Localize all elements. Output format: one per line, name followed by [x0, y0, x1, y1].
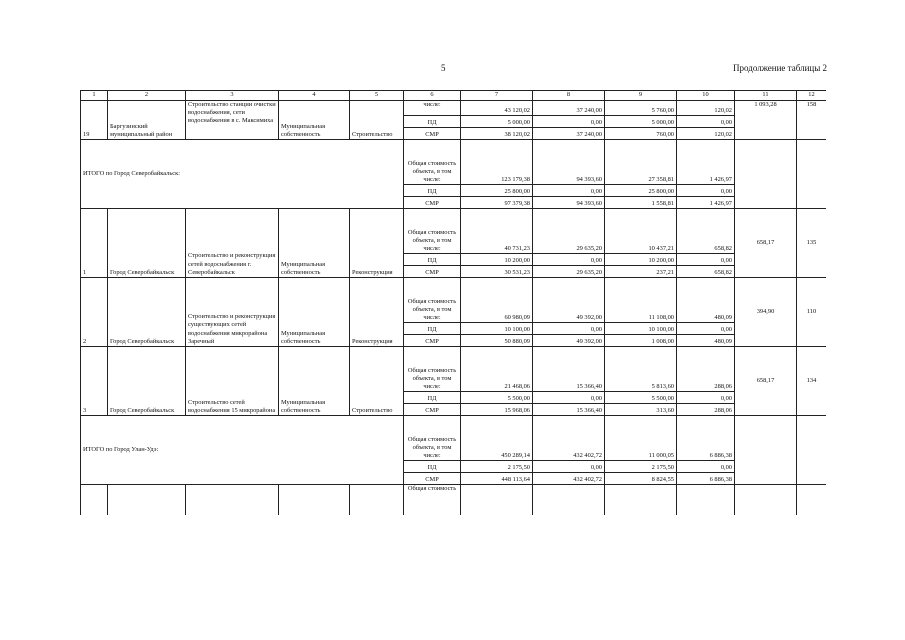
value-cell: 11 108,00 [605, 278, 677, 323]
value-cell: 5 500,00 [461, 392, 533, 404]
value-cell: 10 200,00 [605, 254, 677, 266]
col-header: 11 [735, 91, 797, 101]
value-cell: 43 120,02 [461, 101, 533, 116]
value-cell: 5 813,60 [605, 347, 677, 392]
work-type-cell: Реконструкция [350, 209, 404, 278]
cost-label-cell: Общая стоимость объекта, в том числе: [404, 209, 461, 254]
cost-label-cell: Общая стоимость [404, 485, 461, 516]
value-cell: 658,82 [677, 209, 735, 254]
col11-cell: 394,90 [735, 278, 797, 347]
value-cell: 0,00 [533, 185, 605, 197]
object-cell: Строительство и реконструкция существующих сетей водоснабжения микрорайона Заречный [186, 278, 279, 347]
empty-cell [186, 485, 279, 516]
total-label: ИТОГО по Город Улан-Удэ: [81, 416, 404, 485]
data-table [80, 90, 826, 515]
value-cell: 1 426,97 [677, 140, 735, 185]
value-cell: 288,06 [677, 347, 735, 392]
row-number: 1 [81, 209, 108, 278]
work-type-cell: Реконструкция [350, 278, 404, 347]
value-cell: 0,00 [533, 323, 605, 335]
value-cell: 0,00 [677, 461, 735, 473]
district-cell: Баргузинский муниципальный район [108, 101, 186, 140]
value-cell: 94 393,60 [533, 140, 605, 185]
value-cell: 37 240,00 [533, 101, 605, 116]
value-cell: 49 392,00 [533, 278, 605, 323]
value-cell: 10 437,21 [605, 209, 677, 254]
column-number-row [81, 91, 827, 101]
value-cell: 0,00 [533, 116, 605, 128]
district-cell: Город Северобайкальск [108, 347, 186, 416]
value-cell: 123 179,38 [461, 140, 533, 185]
col12-cell: 158 [797, 101, 827, 140]
col12-cell: 110 [797, 278, 827, 347]
col-header: 9 [605, 91, 677, 101]
value-cell: 1 008,00 [605, 335, 677, 347]
empty-cell [533, 485, 605, 516]
ownership-cell: Муниципальная собственность [279, 209, 350, 278]
row-number: 2 [81, 278, 108, 347]
value-cell: 0,00 [677, 116, 735, 128]
ownership-cell: Муниципальная собственность [279, 347, 350, 416]
total-label: ИТОГО по Город Северобайкальск: [81, 140, 404, 209]
col-header: 10 [677, 91, 735, 101]
empty-cell [797, 140, 827, 209]
value-cell: 10 100,00 [605, 323, 677, 335]
pd-label: ПД [404, 116, 461, 128]
empty-cell [461, 485, 533, 516]
value-cell: 5 500,00 [605, 392, 677, 404]
col11-cell: 658,17 [735, 209, 797, 278]
value-cell: 480,09 [677, 278, 735, 323]
value-cell: 480,09 [677, 335, 735, 347]
value-cell: 25 800,00 [605, 185, 677, 197]
value-cell: 10 200,00 [461, 254, 533, 266]
value-cell: 2 175,50 [605, 461, 677, 473]
pd-label: ПД [404, 185, 461, 197]
value-cell: 760,00 [605, 128, 677, 140]
col-header: 3 [186, 91, 279, 101]
col11-cell: 658,17 [735, 347, 797, 416]
pd-label: ПД [404, 392, 461, 404]
cost-label-cell: Общая стоимость объекта, в том числе: [404, 416, 461, 461]
value-cell: 0,00 [677, 254, 735, 266]
value-cell: 97 379,38 [461, 197, 533, 209]
total-row [81, 416, 827, 461]
work-type-cell: Строительство [350, 101, 404, 140]
continuation-caption: Продолжение таблицы 2 [733, 63, 827, 73]
value-cell: 0,00 [533, 461, 605, 473]
value-cell: 432 402,72 [533, 416, 605, 461]
district-cell: Город Северобайкальск [108, 278, 186, 347]
col-header: 8 [533, 91, 605, 101]
value-cell: 38 120,02 [461, 128, 533, 140]
value-cell: 40 731,23 [461, 209, 533, 254]
col12-cell: 134 [797, 347, 827, 416]
value-cell: 5 000,00 [461, 116, 533, 128]
value-cell: 15 366,40 [533, 347, 605, 392]
value-cell: 6 886,38 [677, 473, 735, 485]
empty-cell [735, 416, 797, 485]
table-row [81, 278, 827, 323]
value-cell: 432 402,72 [533, 473, 605, 485]
pd-label: ПД [404, 254, 461, 266]
value-cell: 2 175,50 [461, 461, 533, 473]
table-row [81, 485, 827, 516]
value-cell: 448 113,64 [461, 473, 533, 485]
value-cell: 0,00 [533, 392, 605, 404]
value-cell: 27 358,81 [605, 140, 677, 185]
col11-cell: 1 093,28 [735, 101, 797, 140]
col-header: 4 [279, 91, 350, 101]
value-cell: 0,00 [677, 392, 735, 404]
value-cell: 1 426,97 [677, 197, 735, 209]
object-cell: Строительство станции очистки водоснабжения, сети водоснабжения в с. Максимиха [186, 101, 279, 140]
pd-label: ПД [404, 323, 461, 335]
work-type-cell: Строительство [350, 347, 404, 416]
empty-cell [677, 485, 735, 516]
col-header: 12 [797, 91, 827, 101]
value-cell: 94 393,60 [533, 197, 605, 209]
empty-cell [735, 485, 797, 516]
value-cell: 6 886,38 [677, 416, 735, 461]
value-cell: 313,60 [605, 404, 677, 416]
table-row [81, 209, 827, 254]
value-cell: 21 468,06 [461, 347, 533, 392]
value-cell: 10 100,00 [461, 323, 533, 335]
value-cell: 5 760,00 [605, 101, 677, 116]
smr-label: СМР [404, 473, 461, 485]
value-cell: 120,02 [677, 128, 735, 140]
value-cell: 1 558,81 [605, 197, 677, 209]
value-cell: 29 635,20 [533, 266, 605, 278]
empty-cell [350, 485, 404, 516]
value-cell: 237,21 [605, 266, 677, 278]
object-cell: Строительство и реконструкция сетей водоснабжения г. Северобайкальск [186, 209, 279, 278]
row-number: 19 [81, 101, 108, 140]
cost-label-cell: Общая стоимость объекта, в том числе: [404, 140, 461, 185]
value-cell: 15 968,06 [461, 404, 533, 416]
value-cell: 120,02 [677, 101, 735, 116]
smr-label: СМР [404, 335, 461, 347]
col-header: 6 [404, 91, 461, 101]
value-cell: 0,00 [677, 185, 735, 197]
value-cell: 450 289,14 [461, 416, 533, 461]
pd-label: ПД [404, 461, 461, 473]
empty-cell [81, 485, 108, 516]
value-cell: 29 635,20 [533, 209, 605, 254]
empty-cell [735, 140, 797, 209]
smr-label: СМР [404, 197, 461, 209]
value-cell: 50 880,09 [461, 335, 533, 347]
object-cell: Строительство сетей водоснабжения 15 микрорайона [186, 347, 279, 416]
empty-cell [797, 416, 827, 485]
value-cell: 0,00 [533, 254, 605, 266]
value-cell: 15 366,40 [533, 404, 605, 416]
value-cell: 49 392,00 [533, 335, 605, 347]
col-header: 2 [108, 91, 186, 101]
smr-label: СМР [404, 128, 461, 140]
table-row [81, 347, 827, 392]
table-row [81, 101, 827, 116]
smr-label: СМР [404, 266, 461, 278]
empty-cell [797, 485, 827, 516]
empty-cell [605, 485, 677, 516]
row-number: 3 [81, 347, 108, 416]
table-viewport [80, 90, 826, 568]
value-cell: 8 824,55 [605, 473, 677, 485]
cost-label-cell: Общая стоимость объекта, в том числе: [404, 278, 461, 323]
col-header: 1 [81, 91, 108, 101]
page-number: 5 [441, 63, 446, 73]
value-cell: 25 800,00 [461, 185, 533, 197]
value-cell: 658,82 [677, 266, 735, 278]
value-cell: 5 000,00 [605, 116, 677, 128]
value-cell: 288,06 [677, 404, 735, 416]
value-cell: 0,00 [677, 323, 735, 335]
ownership-cell: Муниципальная собственность [279, 101, 350, 140]
ownership-cell: Муниципальная собственность [279, 278, 350, 347]
smr-label: СМР [404, 404, 461, 416]
col12-cell: 135 [797, 209, 827, 278]
value-cell: 30 531,23 [461, 266, 533, 278]
empty-cell [108, 485, 186, 516]
value-cell: 60 980,09 [461, 278, 533, 323]
empty-cell [279, 485, 350, 516]
cost-label-cell: числе: [404, 101, 461, 116]
col-header: 7 [461, 91, 533, 101]
total-row [81, 140, 827, 185]
col-header: 5 [350, 91, 404, 101]
cost-label-cell: Общая стоимость объекта, в том числе: [404, 347, 461, 392]
value-cell: 11 000,05 [605, 416, 677, 461]
value-cell: 37 240,00 [533, 128, 605, 140]
district-cell: Город Северобайкальск [108, 209, 186, 278]
